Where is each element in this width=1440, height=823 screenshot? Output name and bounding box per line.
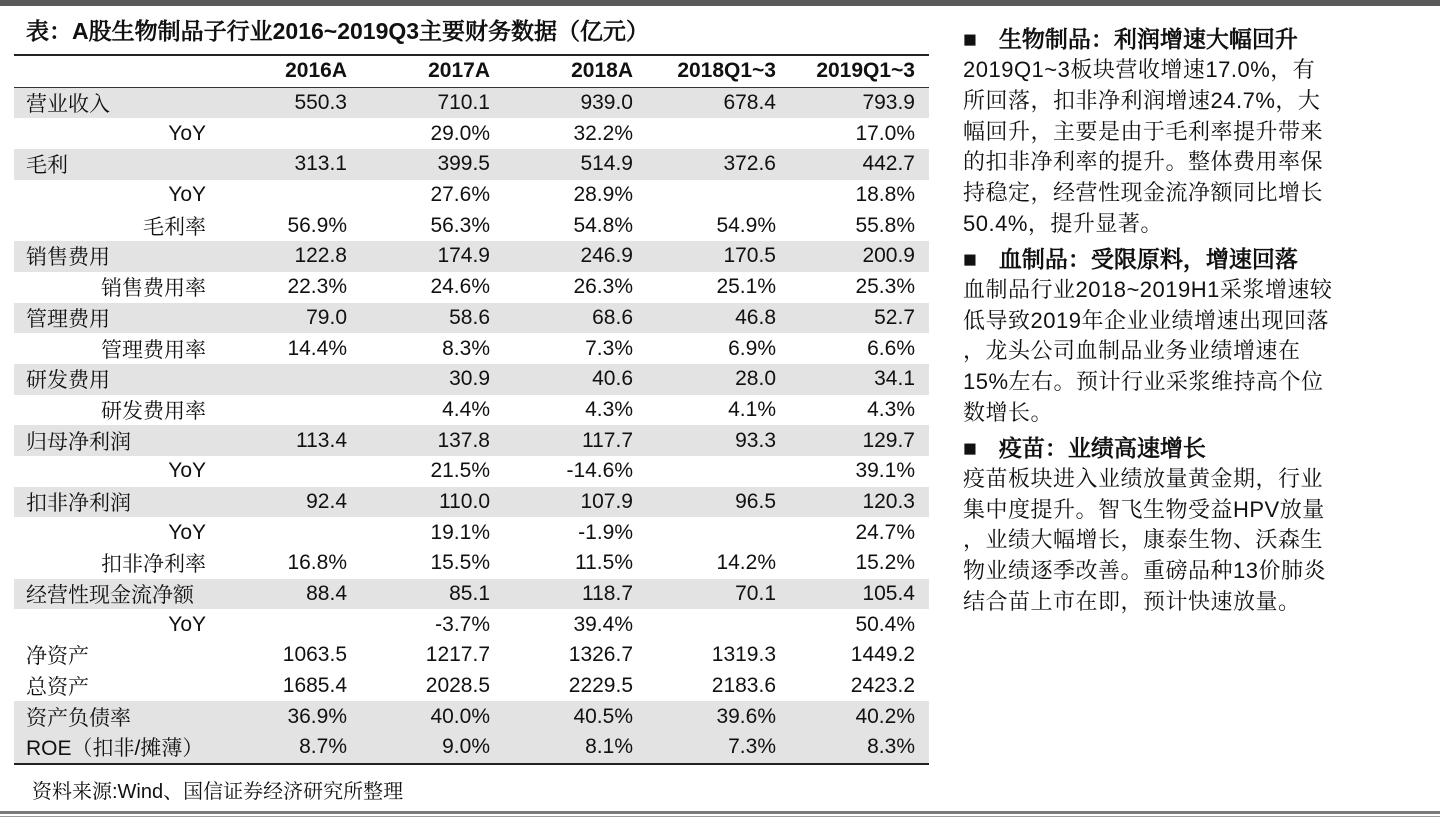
value-cell: 19.1% [430, 520, 490, 544]
value-cell: 14.2% [716, 551, 776, 575]
row-label: 经营性现金流净额 [14, 579, 234, 610]
value-cell: 113.4 [234, 425, 361, 456]
table-row [14, 548, 929, 579]
body-line: 数增长。 [963, 399, 1054, 425]
value-cell: 1217.7 [425, 643, 490, 667]
row-label: 研发费用率 [101, 399, 206, 423]
value-cell: 54.8% [573, 213, 633, 237]
table-row [14, 395, 929, 426]
value-cell: 88.4 [234, 579, 361, 610]
row-label: 销售费用率 [101, 277, 206, 301]
value-cell: 50.4% [855, 612, 915, 636]
value-cell: 39.4% [573, 612, 633, 636]
value-cell: 200.9 [790, 241, 929, 272]
value-cell: 9.0% [361, 732, 504, 764]
table-row [14, 701, 929, 732]
value-cell: 678.4 [647, 87, 790, 118]
value-cell: 27.6% [430, 183, 490, 207]
value-cell: 40.5% [504, 701, 647, 732]
table-row [14, 118, 929, 149]
table-row [14, 487, 929, 518]
value-cell: 1063.5 [282, 643, 347, 667]
value-cell: 246.9 [504, 241, 647, 272]
table-row [14, 333, 929, 364]
value-cell: 550.3 [234, 87, 361, 118]
value-cell: 6.9% [728, 336, 776, 360]
value-cell: -14.6% [566, 459, 633, 483]
row-label: 扣非净利润 [14, 487, 234, 518]
commentary-panel [963, 24, 1423, 622]
body-line: 疫苗板块进入业绩放量黄金期，行业 [963, 465, 1324, 491]
value-cell [234, 364, 361, 395]
value-cell: 4.4% [442, 397, 490, 421]
value-cell: 514.9 [504, 149, 647, 180]
value-cell: 8.3% [442, 336, 490, 360]
value-cell [647, 456, 790, 487]
header-label-cell [14, 56, 234, 87]
column-header: 2019Q1~3 [790, 56, 929, 87]
body-line: 血制品行业2018~2019H1采浆增速较 [963, 276, 1333, 302]
row-label: 毛利 [14, 149, 234, 180]
value-cell: 793.9 [790, 87, 929, 118]
value-cell: 58.6 [361, 303, 504, 334]
value-cell: 399.5 [361, 149, 504, 180]
body-line: 15%左右。预计行业采浆维持高个位 [963, 369, 1324, 395]
value-cell: 28.9% [573, 183, 633, 207]
value-cell: 1685.4 [282, 674, 347, 698]
value-cell: 2229.5 [568, 674, 633, 698]
value-cell: 129.7 [790, 425, 929, 456]
body-line: 结合苗上市在即，预计快速放量。 [963, 588, 1301, 614]
value-cell: 55.8% [855, 213, 915, 237]
square-bullet-icon: ■ [963, 245, 977, 272]
bottom-divider [0, 811, 1440, 814]
value-cell: 22.3% [287, 275, 347, 299]
value-cell: 105.4 [790, 579, 929, 610]
value-cell: 372.6 [647, 149, 790, 180]
row-label: 归母净利润 [14, 425, 234, 456]
bottom-divider-thin [0, 816, 1440, 817]
value-cell: 117.7 [504, 425, 647, 456]
value-cell: 21.5% [430, 459, 490, 483]
value-cell: 2028.5 [425, 674, 490, 698]
value-cell: 56.3% [430, 213, 490, 237]
body-line: 的扣非净利率的提升。整体费用率保 [963, 149, 1324, 175]
value-cell: 96.5 [647, 487, 790, 518]
column-header: 2018A [504, 56, 647, 87]
value-cell: 107.9 [504, 487, 647, 518]
value-cell [234, 609, 361, 640]
value-cell: 17.0% [855, 121, 915, 145]
value-cell: 122.8 [234, 241, 361, 272]
value-cell: 25.3% [855, 275, 915, 299]
section-heading-text: 血制品：受限原料，增速回落 [998, 245, 1298, 272]
value-cell: 174.9 [361, 241, 504, 272]
value-cell [647, 180, 790, 211]
table-header-row [14, 56, 929, 87]
body-line: 物业绩逐季改善。重磅品种13价肺炎 [963, 558, 1326, 584]
value-cell [647, 118, 790, 149]
section-body [963, 464, 1423, 618]
value-cell: 39.1% [855, 459, 915, 483]
value-cell: 313.1 [234, 149, 361, 180]
value-cell [647, 517, 790, 548]
value-cell: 2423.2 [850, 674, 915, 698]
value-cell: 24.6% [430, 275, 490, 299]
value-cell: 170.5 [647, 241, 790, 272]
body-line: 50.4%，提升显著。 [963, 210, 1163, 236]
value-cell: 110.0 [361, 487, 504, 518]
value-cell: 7.3% [647, 732, 790, 764]
value-cell: 11.5% [575, 551, 633, 575]
row-label: YoY [168, 520, 206, 544]
table-row [14, 517, 929, 548]
financial-data-table [14, 56, 929, 765]
value-cell [234, 180, 361, 211]
value-cell: 40.6 [504, 364, 647, 395]
source-note: 资料来源:Wind、国信证券经济研究所整理 [32, 780, 404, 803]
value-cell [234, 395, 361, 426]
value-cell: 8.3% [790, 732, 929, 764]
value-cell [234, 118, 361, 149]
body-line: 所回落，扣非净利润增速24.7%，大 [963, 87, 1321, 113]
table-row [14, 241, 929, 272]
table-title: 表：A股生物制品子行业2016~2019Q3主要财务数据（亿元） [14, 8, 929, 56]
value-cell: 92.4 [234, 487, 361, 518]
table-row [14, 640, 929, 671]
value-cell: 1319.3 [711, 643, 776, 667]
value-cell: -1.9% [578, 520, 633, 544]
column-header: 2017A [361, 56, 504, 87]
value-cell: 56.9% [287, 213, 347, 237]
value-cell: 4.1% [728, 397, 776, 421]
body-line: ，龙头公司血制品业务业绩增速在 [963, 338, 1301, 364]
section-heading [963, 244, 1423, 275]
value-cell: 15.2% [855, 551, 915, 575]
value-cell: 26.3% [573, 275, 633, 299]
value-cell: 70.1 [647, 579, 790, 610]
row-label: 毛利率 [143, 215, 206, 239]
row-label: 管理费用 [14, 303, 234, 334]
body-line: 持稳定，经营性现金流净额同比增长 [963, 180, 1324, 206]
value-cell: 15.5% [430, 551, 490, 575]
value-cell: 939.0 [504, 87, 647, 118]
table-row [14, 732, 929, 764]
value-cell: 28.0 [647, 364, 790, 395]
table-row [14, 87, 929, 118]
value-cell [234, 456, 361, 487]
row-label: YoY [168, 183, 206, 207]
value-cell: 710.1 [361, 87, 504, 118]
body-line: 幅回升，主要是由于毛利率提升带来 [963, 118, 1324, 144]
value-cell: 16.8% [287, 551, 347, 575]
value-cell: 32.2% [573, 121, 633, 145]
value-cell: 40.0% [361, 701, 504, 732]
body-line: 低导致2019年企业业绩增速出现回落 [963, 307, 1329, 333]
value-cell: 118.7 [504, 579, 647, 610]
value-cell: 1326.7 [568, 643, 633, 667]
value-cell: 39.6% [647, 701, 790, 732]
row-label: YoY [168, 612, 206, 636]
value-cell: 79.0 [234, 303, 361, 334]
table-row [14, 671, 929, 702]
row-label: 总资产 [26, 676, 89, 700]
table-row [14, 364, 929, 395]
row-label: 扣非净利率 [101, 553, 206, 577]
value-cell: 85.1 [361, 579, 504, 610]
section-body [963, 55, 1423, 240]
table-row [14, 303, 929, 334]
row-label: 营业收入 [14, 87, 234, 118]
body-line: ，业绩大幅增长，康泰生物、沃森生 [963, 527, 1324, 553]
value-cell: 442.7 [790, 149, 929, 180]
value-cell: 29.0% [430, 121, 490, 145]
value-cell: 93.3 [647, 425, 790, 456]
section-heading-text: 生物制品：利润增速大幅回升 [998, 26, 1298, 52]
value-cell: 40.2% [790, 701, 929, 732]
row-label: 研发费用 [14, 364, 234, 395]
square-bullet-icon: ■ [963, 434, 977, 461]
value-cell: 14.4% [287, 336, 347, 360]
section-heading-text: 疫苗：业绩高速增长 [998, 434, 1206, 461]
table-row [14, 149, 929, 180]
value-cell: 25.1% [716, 275, 776, 299]
column-header: 2016A [234, 56, 361, 87]
section-heading [963, 433, 1423, 464]
value-cell: 4.3% [867, 397, 915, 421]
value-cell: 54.9% [716, 213, 776, 237]
value-cell: 6.6% [867, 336, 915, 360]
body-line: 2019Q1~3板块营收增速17.0%，有 [963, 57, 1316, 82]
value-cell: 30.9 [361, 364, 504, 395]
row-label: YoY [168, 459, 206, 483]
value-cell: 137.8 [361, 425, 504, 456]
value-cell: 1449.2 [850, 643, 915, 667]
value-cell: 8.1% [504, 732, 647, 764]
value-cell: 7.3% [585, 336, 633, 360]
table-row [14, 272, 929, 303]
table-row [14, 579, 929, 610]
row-label: 销售费用 [14, 241, 234, 272]
value-cell: 2183.6 [711, 674, 776, 698]
section-heading [963, 24, 1423, 55]
row-label: 管理费用率 [101, 338, 206, 362]
body-line: 集中度提升。智飞生物受益HPV放量 [963, 496, 1325, 522]
value-cell: 120.3 [790, 487, 929, 518]
value-cell [647, 609, 790, 640]
table-row [14, 456, 929, 487]
value-cell: 34.1 [790, 364, 929, 395]
section-body [963, 275, 1423, 429]
value-cell [234, 517, 361, 548]
value-cell: 52.7 [790, 303, 929, 334]
financial-table-panel [14, 8, 929, 804]
row-label: YoY [168, 121, 206, 145]
value-cell: 68.6 [504, 303, 647, 334]
table-row [14, 425, 929, 456]
square-bullet-icon: ■ [963, 26, 977, 52]
top-divider-bar [0, 0, 1440, 6]
value-cell: 36.9% [234, 701, 361, 732]
value-cell: 24.7% [855, 520, 915, 544]
table-row [14, 609, 929, 640]
value-cell: 4.3% [585, 397, 633, 421]
value-cell: 18.8% [855, 183, 915, 207]
value-cell: 46.8 [647, 303, 790, 334]
table-row [14, 210, 929, 241]
row-label: 资产负债率 [14, 701, 234, 732]
column-header: 2018Q1~3 [647, 56, 790, 87]
row-label: ROE（扣非/摊薄） [14, 732, 234, 764]
table-row [14, 180, 929, 211]
row-label: 净资产 [26, 645, 89, 669]
value-cell: 8.7% [234, 732, 361, 764]
value-cell: -3.7% [435, 612, 490, 636]
